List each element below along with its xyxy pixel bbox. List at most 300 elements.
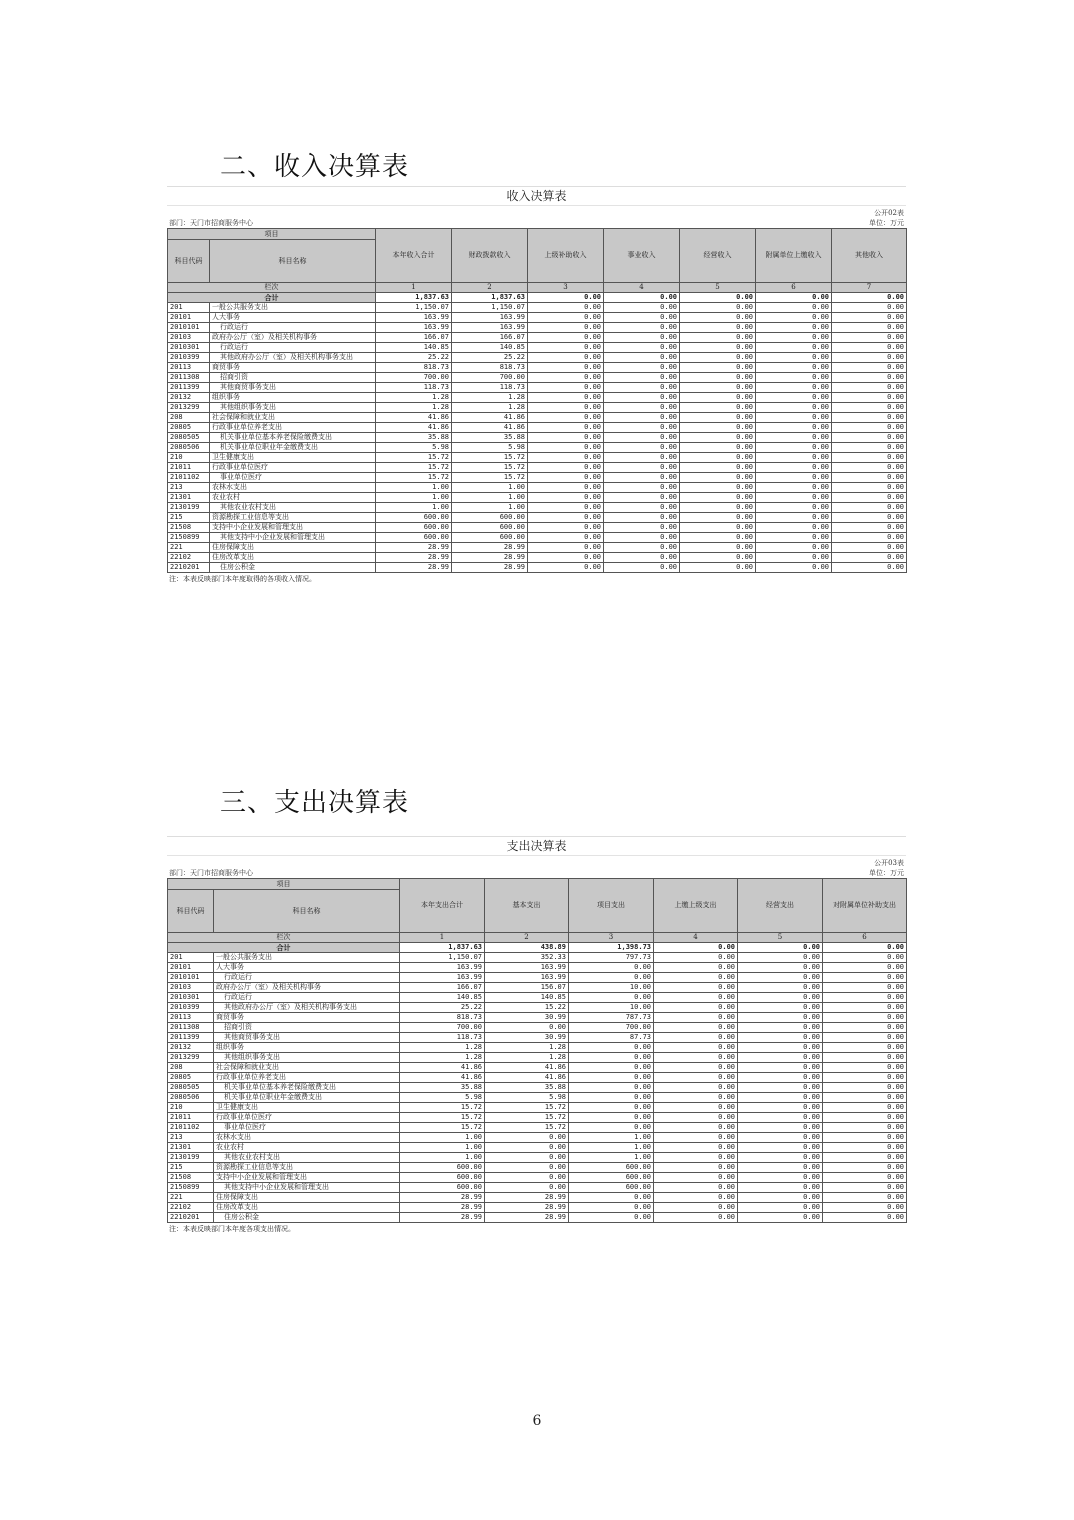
amount-cell: 163.99 (485, 973, 569, 983)
amount-cell: 600.00 (376, 523, 452, 533)
subject-name: 一般公共服务支出 (210, 303, 376, 313)
amount-cell: 0.00 (654, 1083, 738, 1093)
table-row (168, 503, 907, 513)
expense-total-cell: 438.89 (485, 943, 569, 953)
amount-cell: 0.00 (823, 1103, 907, 1113)
subject-name: 住房公积金 (214, 1213, 400, 1223)
amount-cell: 0.00 (832, 543, 907, 553)
amount-cell: 0.00 (756, 513, 832, 523)
subject-code: 208 (168, 413, 210, 423)
amount-cell: 0.00 (680, 453, 756, 463)
subject-name: 组织事务 (210, 393, 376, 403)
amount-cell: 15.72 (376, 463, 452, 473)
amount-cell: 0.00 (654, 1103, 738, 1113)
income-table (167, 228, 907, 573)
amount-cell: 30.99 (485, 1033, 569, 1043)
amount-cell: 140.85 (400, 993, 485, 1003)
amount-cell: 0.00 (756, 323, 832, 333)
amount-cell: 0.00 (654, 1093, 738, 1103)
subject-code: 2011399 (168, 383, 210, 393)
amount-cell: 0.00 (756, 333, 832, 343)
amount-cell: 15.72 (400, 1103, 485, 1113)
amount-cell: 0.00 (738, 953, 823, 963)
amount-cell: 0.00 (528, 463, 604, 473)
amount-cell: 0.00 (680, 543, 756, 553)
amount-cell: 0.00 (569, 1073, 654, 1083)
amount-cell: 28.99 (376, 563, 452, 573)
amount-cell: 163.99 (485, 963, 569, 973)
subject-name: 商贸事务 (210, 363, 376, 373)
amount-cell: 0.00 (738, 1183, 823, 1193)
income-header-name: 科目名称 (210, 240, 376, 283)
amount-cell: 0.00 (604, 373, 680, 383)
amount-cell: 0.00 (823, 1093, 907, 1103)
subject-name: 支持中小企业发展和管理支出 (214, 1173, 400, 1183)
amount-cell: 0.00 (756, 363, 832, 373)
amount-cell: 0.00 (756, 343, 832, 353)
amount-cell: 35.88 (400, 1083, 485, 1093)
subject-name: 招商引资 (214, 1023, 400, 1033)
amount-cell: 0.00 (823, 1083, 907, 1093)
table-row (168, 523, 907, 533)
amount-cell: 600.00 (400, 1173, 485, 1183)
table-row (168, 513, 907, 523)
subject-code: 2150899 (168, 1183, 214, 1193)
amount-cell: 0.00 (604, 543, 680, 553)
amount-cell: 0.00 (823, 1003, 907, 1013)
amount-cell: 1.00 (569, 1143, 654, 1153)
amount-cell: 163.99 (376, 313, 452, 323)
amount-cell: 1.00 (452, 503, 528, 513)
subject-name: 住房保障支出 (214, 1193, 400, 1203)
subject-name: 政府办公厅（室）及相关机构事务 (210, 333, 376, 343)
subject-name: 机关事业单位职业年金缴费支出 (214, 1093, 400, 1103)
subject-code: 2011399 (168, 1033, 214, 1043)
amount-cell: 600.00 (400, 1183, 485, 1193)
amount-cell: 0.00 (680, 483, 756, 493)
amount-cell: 0.00 (569, 1213, 654, 1223)
amount-cell: 1.00 (452, 493, 528, 503)
amount-cell: 0.00 (654, 1173, 738, 1183)
table-row (168, 443, 907, 453)
subject-name: 住房改革支出 (214, 1203, 400, 1213)
amount-cell: 41.86 (452, 423, 528, 433)
amount-cell: 0.00 (680, 343, 756, 353)
table-row (168, 1193, 907, 1203)
income-header-project: 项目 (168, 229, 376, 240)
amount-cell: 0.00 (823, 953, 907, 963)
amount-cell: 0.00 (680, 423, 756, 433)
expense-lanci-cell: 2 (485, 933, 569, 943)
amount-cell: 140.85 (485, 993, 569, 1003)
amount-cell: 1.00 (376, 503, 452, 513)
amount-cell: 0.00 (756, 493, 832, 503)
expense-lanci-cell: 1 (400, 933, 485, 943)
amount-cell: 25.22 (400, 1003, 485, 1013)
subject-name: 行政运行 (214, 973, 400, 983)
amount-cell: 0.00 (823, 1043, 907, 1053)
subject-code: 20132 (168, 1043, 214, 1053)
expense-total-cell: 1,837.63 (400, 943, 485, 953)
amount-cell: 0.00 (738, 1083, 823, 1093)
income-total-cell: 0.00 (528, 293, 604, 303)
amount-cell: 818.73 (400, 1013, 485, 1023)
subject-code: 210 (168, 1103, 214, 1113)
subject-code: 21011 (168, 1113, 214, 1123)
amount-cell: 600.00 (569, 1163, 654, 1173)
amount-cell: 0.00 (832, 403, 907, 413)
amount-cell: 28.99 (452, 553, 528, 563)
subject-name: 事业单位医疗 (210, 473, 376, 483)
amount-cell: 28.99 (400, 1193, 485, 1203)
amount-cell: 0.00 (823, 1033, 907, 1043)
subject-name: 住房保障支出 (210, 543, 376, 553)
table-row (168, 1023, 907, 1033)
amount-cell: 0.00 (738, 1033, 823, 1043)
table-row (168, 1053, 907, 1063)
amount-cell: 0.00 (738, 983, 823, 993)
expense-total-cell: 0.00 (823, 943, 907, 953)
amount-cell: 0.00 (823, 1123, 907, 1133)
subject-code: 2010101 (168, 973, 214, 983)
income-form-number: 公开02表 (874, 209, 904, 217)
subject-name: 支持中小企业发展和管理支出 (210, 523, 376, 533)
amount-cell: 0.00 (738, 1053, 823, 1063)
amount-cell: 0.00 (528, 453, 604, 463)
amount-cell: 0.00 (680, 333, 756, 343)
amount-cell: 0.00 (832, 313, 907, 323)
amount-cell: 0.00 (485, 1143, 569, 1153)
amount-cell: 787.73 (569, 1013, 654, 1023)
amount-cell: 600.00 (376, 533, 452, 543)
income-column-header: 经营收入 (680, 229, 756, 283)
amount-cell: 0.00 (569, 1103, 654, 1113)
amount-cell: 35.88 (376, 433, 452, 443)
subject-code: 221 (168, 543, 210, 553)
income-total-cell: 0.00 (756, 293, 832, 303)
expense-column-header: 项目支出 (569, 879, 654, 933)
subject-code: 20132 (168, 393, 210, 403)
table-row (168, 483, 907, 493)
subject-code: 221 (168, 1193, 214, 1203)
amount-cell: 166.07 (452, 333, 528, 343)
amount-cell: 0.00 (528, 513, 604, 523)
amount-cell: 41.86 (400, 1063, 485, 1073)
amount-cell: 0.00 (680, 313, 756, 323)
amount-cell: 28.99 (452, 543, 528, 553)
amount-cell: 1.28 (400, 1043, 485, 1053)
subject-code: 2080506 (168, 443, 210, 453)
subject-code: 20805 (168, 1073, 214, 1083)
amount-cell: 0.00 (528, 523, 604, 533)
income-total-cell: 0.00 (832, 293, 907, 303)
expense-total-cell: 0.00 (654, 943, 738, 953)
amount-cell: 0.00 (832, 393, 907, 403)
amount-cell: 0.00 (654, 1203, 738, 1213)
amount-cell: 87.73 (569, 1033, 654, 1043)
subject-name: 其他商贸事务支出 (210, 383, 376, 393)
amount-cell: 0.00 (756, 393, 832, 403)
amount-cell: 0.00 (832, 473, 907, 483)
amount-cell: 0.00 (823, 1213, 907, 1223)
amount-cell: 0.00 (680, 353, 756, 363)
subject-name: 其他商贸事务支出 (214, 1033, 400, 1043)
amount-cell: 0.00 (738, 1123, 823, 1133)
amount-cell: 0.00 (832, 413, 907, 423)
amount-cell: 0.00 (604, 433, 680, 443)
amount-cell: 0.00 (528, 413, 604, 423)
amount-cell: 0.00 (654, 953, 738, 963)
amount-cell: 0.00 (604, 553, 680, 563)
amount-cell: 0.00 (528, 383, 604, 393)
amount-cell: 0.00 (832, 343, 907, 353)
amount-cell: 0.00 (528, 543, 604, 553)
subject-code: 2010399 (168, 1003, 214, 1013)
subject-code: 2011308 (168, 1023, 214, 1033)
amount-cell: 0.00 (604, 413, 680, 423)
subject-code: 21508 (168, 1173, 214, 1183)
amount-cell: 0.00 (738, 1043, 823, 1053)
amount-cell: 0.00 (832, 433, 907, 443)
subject-code: 2010399 (168, 353, 210, 363)
expense-column-header: 本年支出合计 (400, 879, 485, 933)
amount-cell: 28.99 (452, 563, 528, 573)
subject-name: 行政事业单位医疗 (214, 1113, 400, 1123)
subject-code: 20113 (168, 363, 210, 373)
income-lanci-cell: 1 (376, 283, 452, 293)
subject-name: 资源勘探工业信息等支出 (210, 513, 376, 523)
income-column-header: 附属单位上缴收入 (756, 229, 832, 283)
amount-cell: 0.00 (756, 373, 832, 383)
amount-cell: 0.00 (680, 383, 756, 393)
expense-lanci-cell: 6 (823, 933, 907, 943)
expense-column-header: 经营支出 (738, 879, 823, 933)
expense-form-number: 公开03表 (874, 859, 904, 867)
table-row (168, 1123, 907, 1133)
amount-cell: 0.00 (680, 443, 756, 453)
amount-cell: 28.99 (485, 1193, 569, 1203)
table-row (168, 413, 907, 423)
subject-name: 社会保障和就业支出 (210, 413, 376, 423)
amount-cell: 0.00 (738, 1063, 823, 1073)
income-lanci-cell: 6 (756, 283, 832, 293)
subject-name: 其他支持中小企业发展和管理支出 (214, 1183, 400, 1193)
subject-code: 2210201 (168, 1213, 214, 1223)
amount-cell: 0.00 (604, 303, 680, 313)
amount-cell: 0.00 (832, 563, 907, 573)
amount-cell: 0.00 (738, 993, 823, 1003)
amount-cell: 15.72 (376, 453, 452, 463)
subject-name: 住房改革支出 (210, 553, 376, 563)
subject-name: 社会保障和就业支出 (214, 1063, 400, 1073)
amount-cell: 0.00 (654, 993, 738, 1003)
table-row (168, 363, 907, 373)
expense-table-sheet (167, 836, 906, 1235)
subject-name: 其他政府办公厅（室）及相关机构事务支出 (214, 1003, 400, 1013)
amount-cell: 1.28 (485, 1053, 569, 1063)
amount-cell: 118.73 (400, 1033, 485, 1043)
amount-cell: 0.00 (528, 493, 604, 503)
subject-name: 事业单位医疗 (214, 1123, 400, 1133)
amount-cell: 10.00 (569, 983, 654, 993)
table-row (168, 973, 907, 983)
table-row (168, 983, 907, 993)
subject-code: 20103 (168, 333, 210, 343)
amount-cell: 0.00 (604, 393, 680, 403)
subject-code: 21301 (168, 493, 210, 503)
amount-cell: 0.00 (738, 1093, 823, 1103)
amount-cell: 0.00 (654, 1123, 738, 1133)
amount-cell: 5.98 (452, 443, 528, 453)
subject-code: 2011308 (168, 373, 210, 383)
amount-cell: 0.00 (528, 323, 604, 333)
amount-cell: 0.00 (654, 963, 738, 973)
subject-name: 农业农村 (210, 493, 376, 503)
table-row (168, 533, 907, 543)
amount-cell: 0.00 (528, 563, 604, 573)
amount-cell: 1,150.07 (376, 303, 452, 313)
table-row (168, 453, 907, 463)
subject-code: 213 (168, 1133, 214, 1143)
amount-cell: 41.86 (485, 1073, 569, 1083)
amount-cell: 1.28 (376, 393, 452, 403)
amount-cell: 0.00 (604, 453, 680, 463)
table-row (168, 1213, 907, 1223)
amount-cell: 0.00 (528, 353, 604, 363)
subject-name: 机关事业单位基本养老保险缴费支出 (214, 1083, 400, 1093)
amount-cell: 1.00 (569, 1153, 654, 1163)
page-number: 6 (532, 1413, 542, 1429)
amount-cell: 0.00 (604, 473, 680, 483)
amount-cell: 1.28 (400, 1053, 485, 1063)
amount-cell: 0.00 (604, 353, 680, 363)
expense-lanci-row (168, 933, 907, 943)
amount-cell: 0.00 (654, 1013, 738, 1023)
amount-cell: 0.00 (654, 973, 738, 983)
amount-cell: 600.00 (400, 1163, 485, 1173)
amount-cell: 0.00 (485, 1173, 569, 1183)
amount-cell: 0.00 (756, 423, 832, 433)
subject-code: 201 (168, 303, 210, 313)
expense-table-caption: 支出决算表 (167, 836, 906, 856)
amount-cell: 0.00 (823, 1153, 907, 1163)
amount-cell: 0.00 (528, 533, 604, 543)
expense-department: 部门：天门市招商服务中心 (169, 869, 253, 877)
subject-code: 210 (168, 453, 210, 463)
subject-name: 住房公积金 (210, 563, 376, 573)
amount-cell: 0.00 (680, 303, 756, 313)
amount-cell: 0.00 (485, 1023, 569, 1033)
amount-cell: 0.00 (604, 513, 680, 523)
amount-cell: 0.00 (604, 423, 680, 433)
amount-cell: 0.00 (832, 553, 907, 563)
amount-cell: 0.00 (832, 353, 907, 363)
subject-name: 人大事务 (214, 963, 400, 973)
subject-name: 行政运行 (214, 993, 400, 1003)
table-row (168, 303, 907, 313)
subject-name: 其他组织事务支出 (210, 403, 376, 413)
amount-cell: 0.00 (528, 363, 604, 373)
table-row (168, 553, 907, 563)
expense-lanci-cell: 3 (569, 933, 654, 943)
amount-cell: 25.22 (376, 353, 452, 363)
amount-cell: 0.00 (823, 1203, 907, 1213)
subject-name: 商贸事务 (214, 1013, 400, 1023)
expense-table-note: 注：本表反映部门本年度各项支出情况。 (169, 1225, 295, 1233)
amount-cell: 0.00 (604, 493, 680, 503)
income-column-header: 上级补助收入 (528, 229, 604, 283)
table-row (168, 1083, 907, 1093)
amount-cell: 28.99 (485, 1213, 569, 1223)
table-row (168, 473, 907, 483)
amount-cell: 600.00 (569, 1173, 654, 1183)
amount-cell: 41.86 (400, 1073, 485, 1083)
subject-name: 人大事务 (210, 313, 376, 323)
amount-cell: 0.00 (604, 443, 680, 453)
income-lanci-cell: 4 (604, 283, 680, 293)
amount-cell: 0.00 (823, 1063, 907, 1073)
table-row (168, 543, 907, 553)
subject-code: 2013299 (168, 1053, 214, 1063)
amount-cell: 10.00 (569, 1003, 654, 1013)
amount-cell: 0.00 (832, 513, 907, 523)
subject-name: 卫生健康支出 (214, 1103, 400, 1113)
amount-cell: 0.00 (604, 383, 680, 393)
amount-cell: 0.00 (680, 513, 756, 523)
income-total-row (168, 293, 907, 303)
expense-column-header: 上缴上级支出 (654, 879, 738, 933)
amount-cell: 15.72 (400, 1123, 485, 1133)
amount-cell: 0.00 (738, 1003, 823, 1013)
amount-cell: 0.00 (756, 503, 832, 513)
income-section-title: 二、收入决算表 (220, 152, 410, 182)
amount-cell: 0.00 (680, 413, 756, 423)
amount-cell: 0.00 (832, 533, 907, 543)
subject-code: 215 (168, 1163, 214, 1173)
income-column-header: 财政拨款收入 (452, 229, 528, 283)
amount-cell: 25.22 (452, 353, 528, 363)
amount-cell: 0.00 (738, 1163, 823, 1173)
amount-cell: 0.00 (604, 403, 680, 413)
subject-code: 213 (168, 483, 210, 493)
amount-cell: 0.00 (528, 433, 604, 443)
amount-cell: 0.00 (756, 533, 832, 543)
amount-cell: 30.99 (485, 1013, 569, 1023)
subject-code: 2101102 (168, 473, 210, 483)
amount-cell: 0.00 (604, 483, 680, 493)
amount-cell: 797.73 (569, 953, 654, 963)
income-column-header: 事业收入 (604, 229, 680, 283)
amount-cell: 0.00 (604, 533, 680, 543)
amount-cell: 0.00 (569, 1123, 654, 1133)
subject-code: 20113 (168, 1013, 214, 1023)
amount-cell: 0.00 (680, 433, 756, 443)
subject-code: 2010301 (168, 343, 210, 353)
income-column-header: 其他收入 (832, 229, 907, 283)
amount-cell: 0.00 (680, 503, 756, 513)
amount-cell: 0.00 (680, 393, 756, 403)
table-row (168, 1093, 907, 1103)
subject-code: 2010101 (168, 323, 210, 333)
amount-cell: 15.72 (485, 1113, 569, 1123)
subject-name: 一般公共服务支出 (214, 953, 400, 963)
amount-cell: 0.00 (756, 483, 832, 493)
amount-cell: 0.00 (569, 1063, 654, 1073)
amount-cell: 0.00 (654, 1213, 738, 1223)
amount-cell: 28.99 (376, 543, 452, 553)
table-row (168, 433, 907, 443)
amount-cell: 0.00 (756, 403, 832, 413)
